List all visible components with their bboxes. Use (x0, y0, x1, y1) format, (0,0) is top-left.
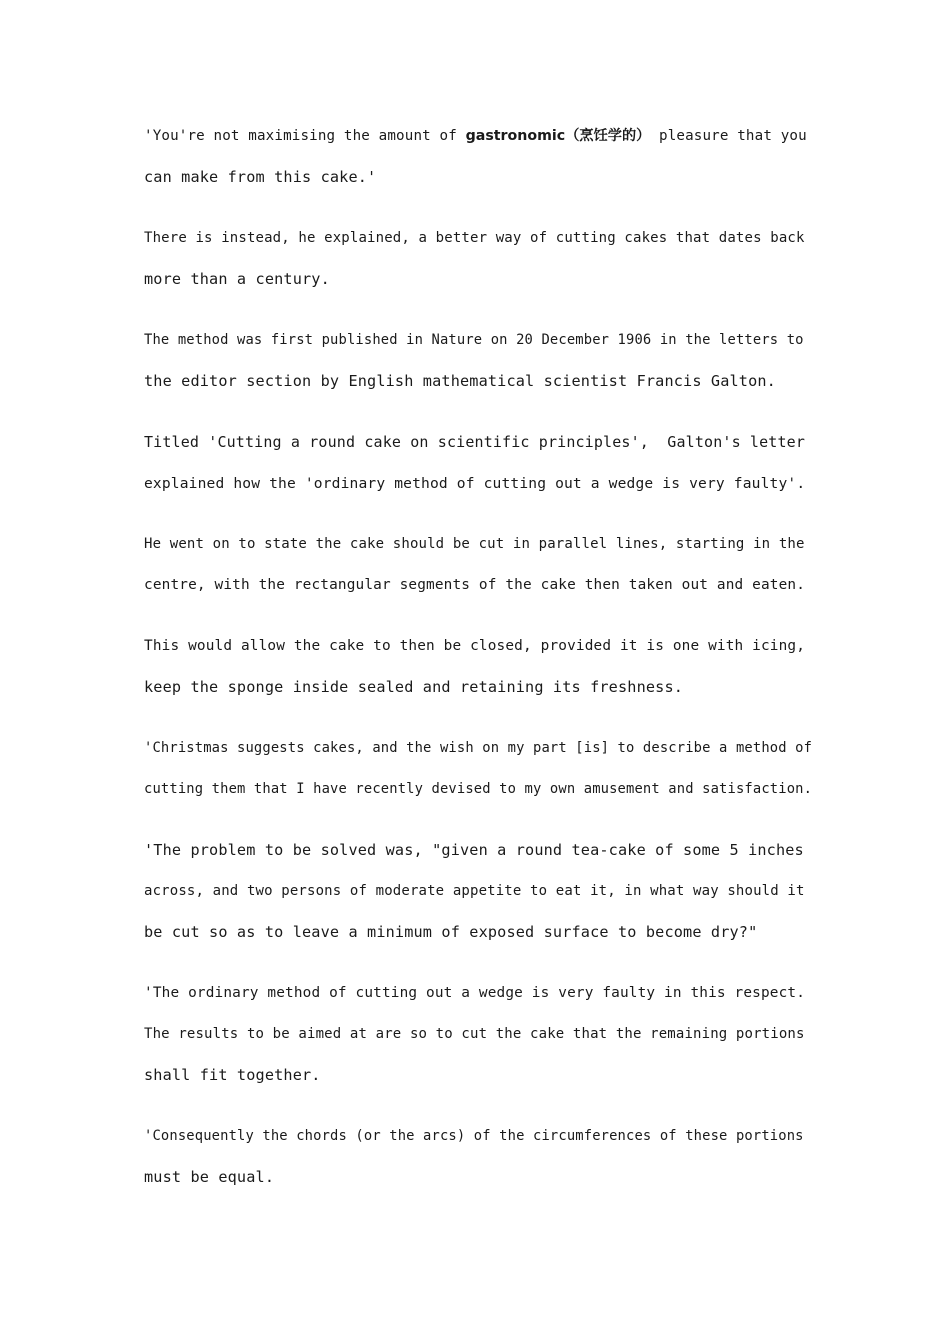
text-line: He went on to state the cake should be cut in parallel lines, starting in the (144, 536, 805, 552)
bold-term: gastronomic（烹饪学的） (465, 128, 651, 144)
text-line: 'Consequently the chords (or the arcs) of the circumferences of these portions (144, 1128, 804, 1144)
text-line: keep the sponge inside sealed and retaining its freshness. (144, 678, 684, 696)
text-line: 'The ordinary method of cutting out a wedge is very faulty in this respect. (144, 985, 806, 1001)
text-line: more than a century. (144, 270, 330, 288)
text-line: the editor section by English mathematical scientist Francis Galton. (144, 372, 776, 390)
text-line: Titled 'Cutting a round cake on scientific principles', Galton's letter (144, 433, 806, 451)
text-line: The method was first published in Nature on 20 December 1906 in the letters to (144, 332, 804, 348)
text-line: across, and two persons of moderate appetite to eat it, in what way should it (144, 883, 805, 899)
text-line: This would allow the cake to then be closed, provided it is one with icing, (144, 638, 806, 654)
paragraph (144, 320, 812, 402)
text-line: 'Christmas suggests cakes, and the wish on my part [is] to describe a method of (144, 740, 813, 756)
paragraph (144, 1116, 812, 1198)
text-line: be cut so as to leave a minimum of exposed surface to become dry?" (144, 923, 758, 941)
text-line: There is instead, he explained, a better way of cutting cakes that dates back (144, 230, 805, 246)
paragraph (144, 973, 812, 1096)
document-page (144, 116, 812, 1218)
text-segment: 'You're not maximising the amount of (144, 128, 466, 144)
text-line: 'The problem to be solved was, "given a round tea-cake of some 5 inches (144, 841, 804, 859)
text-line: cutting them that I have recently devised to my own amusement and satisfaction. (144, 781, 813, 797)
paragraph (144, 830, 812, 953)
paragraph (144, 524, 812, 606)
paragraph (144, 728, 812, 810)
text-line: The results to be aimed at are so to cut the cake that the remaining portions (144, 1026, 805, 1042)
paragraph (144, 422, 812, 504)
text-line: centre, with the rectangular segments of the cake then taken out and eaten. (144, 577, 806, 593)
paragraph (144, 218, 812, 300)
text-line: explained how the 'ordinary method of cutting out a wedge is very faulty'. (144, 475, 806, 492)
text-line: can make from this cake.' (144, 168, 377, 186)
text-line (144, 116, 812, 157)
text-line: shall fit together. (144, 1066, 321, 1084)
paragraph (144, 116, 812, 198)
text-segment: pleasure that you (650, 128, 807, 144)
text-line: must be equal. (144, 1168, 275, 1186)
paragraph (144, 626, 812, 708)
